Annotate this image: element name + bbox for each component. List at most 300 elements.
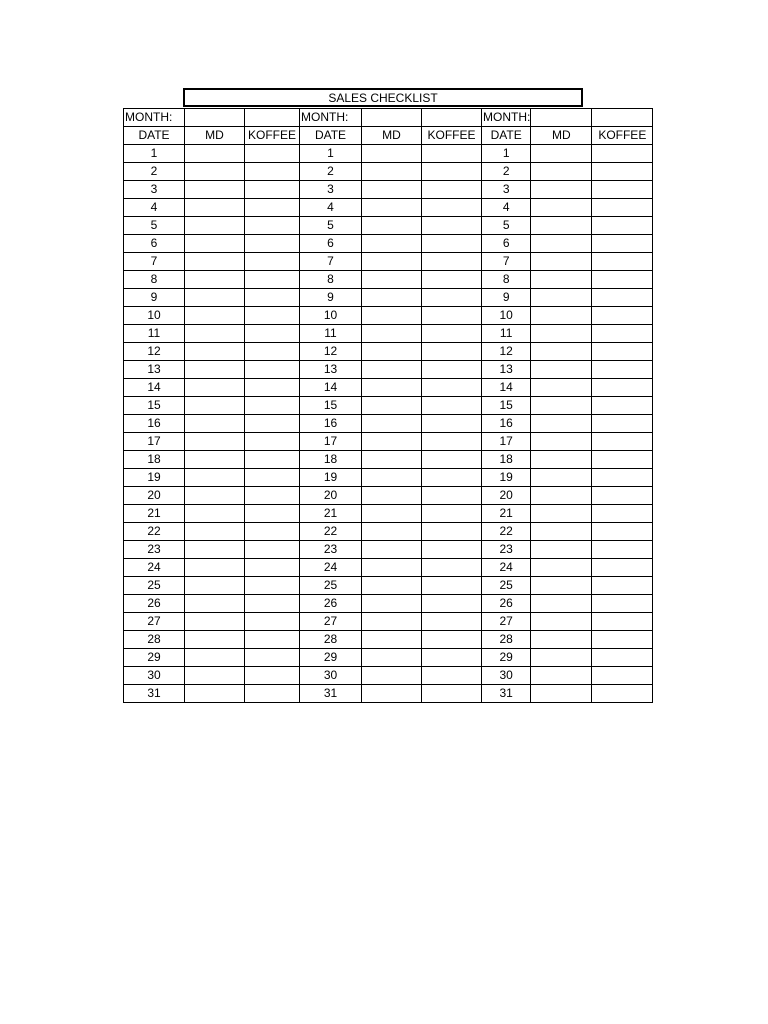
md-cell[interactable] <box>185 559 245 577</box>
date-cell: 31 <box>124 685 185 703</box>
koffee-cell[interactable] <box>592 469 653 487</box>
table-row <box>124 397 653 415</box>
koffee-cell[interactable] <box>245 685 300 703</box>
date-cell: 15 <box>124 397 185 415</box>
date-cell: 3 <box>300 181 362 199</box>
md-cell[interactable] <box>362 595 422 613</box>
md-cell[interactable] <box>185 397 245 415</box>
table-row <box>124 181 653 199</box>
koffee-cell[interactable] <box>422 433 482 451</box>
koffee-cell[interactable] <box>592 667 653 685</box>
md-cell[interactable] <box>362 343 422 361</box>
header-date: DATE <box>300 127 362 145</box>
md-cell[interactable] <box>185 577 245 595</box>
table-row <box>124 433 653 451</box>
header-md: MD <box>531 127 592 145</box>
table-row <box>124 199 653 217</box>
md-cell[interactable] <box>362 271 422 289</box>
table-row <box>124 559 653 577</box>
month-label-1: MONTH: <box>124 109 185 127</box>
koffee-cell[interactable] <box>422 361 482 379</box>
koffee-cell[interactable] <box>422 307 482 325</box>
date-cell: 22 <box>300 523 362 541</box>
koffee-cell[interactable] <box>245 163 300 181</box>
date-cell: 7 <box>300 253 362 271</box>
date-cell: 8 <box>300 271 362 289</box>
date-cell: 26 <box>300 595 362 613</box>
date-cell: 19 <box>300 469 362 487</box>
koffee-cell[interactable] <box>422 559 482 577</box>
date-cell: 14 <box>124 379 185 397</box>
koffee-cell[interactable] <box>422 667 482 685</box>
koffee-cell[interactable] <box>245 253 300 271</box>
koffee-cell[interactable] <box>592 487 653 505</box>
koffee-cell[interactable] <box>245 289 300 307</box>
date-cell: 15 <box>300 397 362 415</box>
date-cell: 4 <box>482 199 531 217</box>
table-row <box>124 271 653 289</box>
md-cell[interactable] <box>362 685 422 703</box>
date-cell: 14 <box>482 379 531 397</box>
md-cell[interactable] <box>185 415 245 433</box>
md-cell[interactable] <box>362 181 422 199</box>
koffee-cell[interactable] <box>245 343 300 361</box>
md-cell[interactable] <box>362 361 422 379</box>
koffee-cell[interactable] <box>422 685 482 703</box>
koffee-cell[interactable] <box>245 271 300 289</box>
md-cell[interactable] <box>531 163 592 181</box>
sheet-title: SALES CHECKLIST <box>183 88 583 107</box>
koffee-cell[interactable] <box>592 235 653 253</box>
md-cell[interactable] <box>531 289 592 307</box>
md-cell[interactable] <box>362 145 422 163</box>
md-cell[interactable] <box>531 397 592 415</box>
date-cell: 25 <box>124 577 185 595</box>
date-cell: 23 <box>300 541 362 559</box>
koffee-cell[interactable] <box>245 325 300 343</box>
date-cell: 20 <box>300 487 362 505</box>
md-cell[interactable] <box>185 145 245 163</box>
koffee-cell[interactable] <box>245 235 300 253</box>
date-cell: 7 <box>124 253 185 271</box>
date-cell: 5 <box>124 217 185 235</box>
koffee-cell[interactable] <box>245 415 300 433</box>
md-cell[interactable] <box>185 253 245 271</box>
md-cell[interactable] <box>185 613 245 631</box>
koffee-cell[interactable] <box>592 595 653 613</box>
koffee-cell[interactable] <box>592 271 653 289</box>
koffee-cell[interactable] <box>422 505 482 523</box>
month-cell-blank[interactable] <box>592 109 653 127</box>
header-md: MD <box>362 127 422 145</box>
date-cell: 27 <box>482 613 531 631</box>
koffee-cell[interactable] <box>245 577 300 595</box>
koffee-cell[interactable] <box>422 271 482 289</box>
koffee-cell[interactable] <box>245 487 300 505</box>
koffee-cell[interactable] <box>422 577 482 595</box>
koffee-cell[interactable] <box>422 379 482 397</box>
koffee-cell[interactable] <box>592 361 653 379</box>
date-cell: 15 <box>482 397 531 415</box>
md-cell[interactable] <box>531 433 592 451</box>
sales-checklist-table <box>123 108 653 703</box>
md-cell[interactable] <box>362 307 422 325</box>
koffee-cell[interactable] <box>592 325 653 343</box>
koffee-cell[interactable] <box>422 181 482 199</box>
koffee-cell[interactable] <box>422 451 482 469</box>
md-cell[interactable] <box>531 145 592 163</box>
md-cell[interactable] <box>362 199 422 217</box>
md-cell[interactable] <box>531 649 592 667</box>
md-cell[interactable] <box>185 307 245 325</box>
table-row <box>124 667 653 685</box>
koffee-cell[interactable] <box>245 595 300 613</box>
date-cell: 22 <box>482 523 531 541</box>
table-row <box>124 307 653 325</box>
koffee-cell[interactable] <box>422 649 482 667</box>
md-cell[interactable] <box>531 541 592 559</box>
md-cell[interactable] <box>531 559 592 577</box>
md-cell[interactable] <box>531 343 592 361</box>
md-cell[interactable] <box>531 487 592 505</box>
koffee-cell[interactable] <box>592 685 653 703</box>
md-cell[interactable] <box>185 289 245 307</box>
koffee-cell[interactable] <box>245 181 300 199</box>
koffee-cell[interactable] <box>592 559 653 577</box>
koffee-cell[interactable] <box>245 505 300 523</box>
koffee-cell[interactable] <box>245 145 300 163</box>
koffee-cell[interactable] <box>245 361 300 379</box>
date-cell: 26 <box>482 595 531 613</box>
md-cell[interactable] <box>185 667 245 685</box>
md-cell[interactable] <box>531 631 592 649</box>
date-cell: 23 <box>124 541 185 559</box>
koffee-cell[interactable] <box>592 505 653 523</box>
date-cell: 18 <box>124 451 185 469</box>
md-cell[interactable] <box>362 667 422 685</box>
md-cell[interactable] <box>185 235 245 253</box>
koffee-cell[interactable] <box>592 451 653 469</box>
date-cell: 12 <box>124 343 185 361</box>
md-cell[interactable] <box>531 253 592 271</box>
koffee-cell[interactable] <box>245 451 300 469</box>
koffee-cell[interactable] <box>422 631 482 649</box>
table-row <box>124 253 653 271</box>
koffee-cell[interactable] <box>245 379 300 397</box>
koffee-cell[interactable] <box>422 253 482 271</box>
header-row <box>124 127 653 145</box>
md-cell[interactable] <box>185 181 245 199</box>
koffee-cell[interactable] <box>422 487 482 505</box>
koffee-cell[interactable] <box>422 199 482 217</box>
koffee-cell[interactable] <box>245 523 300 541</box>
date-cell: 30 <box>300 667 362 685</box>
table-row <box>124 217 653 235</box>
koffee-cell[interactable] <box>422 523 482 541</box>
md-cell[interactable] <box>531 469 592 487</box>
date-cell: 5 <box>300 217 362 235</box>
date-cell: 29 <box>482 649 531 667</box>
md-cell[interactable] <box>531 451 592 469</box>
md-cell[interactable] <box>531 217 592 235</box>
koffee-cell[interactable] <box>592 433 653 451</box>
md-cell[interactable] <box>362 487 422 505</box>
md-cell[interactable] <box>185 541 245 559</box>
date-cell: 8 <box>124 271 185 289</box>
koffee-cell[interactable] <box>592 253 653 271</box>
md-cell[interactable] <box>185 451 245 469</box>
date-cell: 3 <box>482 181 531 199</box>
koffee-cell[interactable] <box>422 595 482 613</box>
md-cell[interactable] <box>531 199 592 217</box>
date-cell: 6 <box>300 235 362 253</box>
month-cell-blank[interactable] <box>245 109 300 127</box>
md-cell[interactable] <box>185 343 245 361</box>
koffee-cell[interactable] <box>592 649 653 667</box>
table-row <box>124 379 653 397</box>
date-cell: 11 <box>124 325 185 343</box>
md-cell[interactable] <box>531 685 592 703</box>
table-row <box>124 541 653 559</box>
date-cell: 6 <box>124 235 185 253</box>
md-cell[interactable] <box>531 307 592 325</box>
md-cell[interactable] <box>531 505 592 523</box>
table-row <box>124 613 653 631</box>
header-koffee: KOFFEE <box>245 127 300 145</box>
koffee-cell[interactable] <box>592 145 653 163</box>
md-cell[interactable] <box>185 271 245 289</box>
date-cell: 7 <box>482 253 531 271</box>
date-cell: 13 <box>300 361 362 379</box>
date-cell: 21 <box>124 505 185 523</box>
header-koffee: KOFFEE <box>592 127 653 145</box>
date-cell: 10 <box>300 307 362 325</box>
md-cell[interactable] <box>362 397 422 415</box>
date-cell: 11 <box>482 325 531 343</box>
date-cell: 16 <box>300 415 362 433</box>
koffee-cell[interactable] <box>245 541 300 559</box>
md-cell[interactable] <box>185 523 245 541</box>
table-row <box>124 649 653 667</box>
table-row <box>124 163 653 181</box>
koffee-cell[interactable] <box>592 613 653 631</box>
md-cell[interactable] <box>362 379 422 397</box>
md-cell[interactable] <box>531 325 592 343</box>
md-cell[interactable] <box>531 181 592 199</box>
md-cell[interactable] <box>185 487 245 505</box>
md-cell[interactable] <box>185 631 245 649</box>
md-cell[interactable] <box>531 577 592 595</box>
koffee-cell[interactable] <box>422 217 482 235</box>
month-cell-blank[interactable] <box>422 109 482 127</box>
date-cell: 29 <box>300 649 362 667</box>
month-input-2[interactable] <box>362 109 422 127</box>
date-cell: 2 <box>482 163 531 181</box>
date-cell: 18 <box>300 451 362 469</box>
md-cell[interactable] <box>531 595 592 613</box>
koffee-cell[interactable] <box>592 577 653 595</box>
date-cell: 11 <box>300 325 362 343</box>
table-row <box>124 685 653 703</box>
date-cell: 1 <box>482 145 531 163</box>
date-cell: 9 <box>482 289 531 307</box>
koffee-cell[interactable] <box>422 163 482 181</box>
date-cell: 24 <box>124 559 185 577</box>
koffee-cell[interactable] <box>422 145 482 163</box>
md-cell[interactable] <box>362 577 422 595</box>
md-cell[interactable] <box>362 469 422 487</box>
md-cell[interactable] <box>362 415 422 433</box>
md-cell[interactable] <box>531 271 592 289</box>
md-cell[interactable] <box>531 613 592 631</box>
table-row <box>124 289 653 307</box>
md-cell[interactable] <box>185 379 245 397</box>
header-date: DATE <box>482 127 531 145</box>
table-row <box>124 523 653 541</box>
md-cell[interactable] <box>362 613 422 631</box>
koffee-cell[interactable] <box>245 199 300 217</box>
koffee-cell[interactable] <box>592 523 653 541</box>
table-row <box>124 415 653 433</box>
md-cell[interactable] <box>185 595 245 613</box>
md-cell[interactable] <box>362 217 422 235</box>
koffee-cell[interactable] <box>245 613 300 631</box>
koffee-cell[interactable] <box>245 667 300 685</box>
koffee-cell[interactable] <box>592 163 653 181</box>
date-cell: 17 <box>124 433 185 451</box>
md-cell[interactable] <box>531 379 592 397</box>
koffee-cell[interactable] <box>245 559 300 577</box>
koffee-cell[interactable] <box>422 289 482 307</box>
date-cell: 22 <box>124 523 185 541</box>
month-row <box>124 109 653 127</box>
md-cell[interactable] <box>531 361 592 379</box>
md-cell[interactable] <box>531 415 592 433</box>
koffee-cell[interactable] <box>592 379 653 397</box>
date-cell: 25 <box>482 577 531 595</box>
md-cell[interactable] <box>185 325 245 343</box>
md-cell[interactable] <box>185 649 245 667</box>
koffee-cell[interactable] <box>245 217 300 235</box>
date-cell: 18 <box>482 451 531 469</box>
date-cell: 24 <box>482 559 531 577</box>
md-cell[interactable] <box>362 433 422 451</box>
md-cell[interactable] <box>185 361 245 379</box>
md-cell[interactable] <box>185 469 245 487</box>
md-cell[interactable] <box>362 505 422 523</box>
md-cell[interactable] <box>362 649 422 667</box>
koffee-cell[interactable] <box>422 235 482 253</box>
md-cell[interactable] <box>362 235 422 253</box>
date-cell: 21 <box>482 505 531 523</box>
date-cell: 28 <box>124 631 185 649</box>
date-cell: 12 <box>482 343 531 361</box>
md-cell[interactable] <box>185 433 245 451</box>
koffee-cell[interactable] <box>592 415 653 433</box>
koffee-cell[interactable] <box>592 631 653 649</box>
date-cell: 28 <box>482 631 531 649</box>
md-cell[interactable] <box>185 199 245 217</box>
md-cell[interactable] <box>362 541 422 559</box>
table-row <box>124 595 653 613</box>
date-cell: 10 <box>482 307 531 325</box>
md-cell[interactable] <box>362 163 422 181</box>
md-cell[interactable] <box>362 253 422 271</box>
koffee-cell[interactable] <box>592 181 653 199</box>
koffee-cell[interactable] <box>592 343 653 361</box>
koffee-cell[interactable] <box>422 469 482 487</box>
koffee-cell[interactable] <box>422 613 482 631</box>
koffee-cell[interactable] <box>592 289 653 307</box>
date-cell: 9 <box>300 289 362 307</box>
koffee-cell[interactable] <box>422 325 482 343</box>
table-row <box>124 361 653 379</box>
koffee-cell[interactable] <box>245 307 300 325</box>
table-row <box>124 469 653 487</box>
md-cell[interactable] <box>362 451 422 469</box>
month-input-1[interactable] <box>185 109 245 127</box>
md-cell[interactable] <box>362 523 422 541</box>
md-cell[interactable] <box>362 559 422 577</box>
koffee-cell[interactable] <box>422 415 482 433</box>
md-cell[interactable] <box>362 289 422 307</box>
table-row <box>124 451 653 469</box>
date-cell: 20 <box>124 487 185 505</box>
date-cell: 27 <box>300 613 362 631</box>
koffee-cell[interactable] <box>422 397 482 415</box>
koffee-cell[interactable] <box>245 469 300 487</box>
md-cell[interactable] <box>185 685 245 703</box>
date-cell: 23 <box>482 541 531 559</box>
md-cell[interactable] <box>362 325 422 343</box>
md-cell[interactable] <box>185 163 245 181</box>
date-cell: 19 <box>124 469 185 487</box>
md-cell[interactable] <box>185 505 245 523</box>
table-row <box>124 325 653 343</box>
koffee-cell[interactable] <box>592 217 653 235</box>
koffee-cell[interactable] <box>592 199 653 217</box>
month-label-2: MONTH: <box>300 109 362 127</box>
koffee-cell[interactable] <box>245 631 300 649</box>
md-cell[interactable] <box>185 217 245 235</box>
date-cell: 16 <box>124 415 185 433</box>
koffee-cell[interactable] <box>245 649 300 667</box>
date-cell: 16 <box>482 415 531 433</box>
koffee-cell[interactable] <box>592 541 653 559</box>
month-input-3[interactable] <box>531 109 592 127</box>
koffee-cell[interactable] <box>422 343 482 361</box>
date-cell: 12 <box>300 343 362 361</box>
koffee-cell[interactable] <box>422 541 482 559</box>
date-cell: 31 <box>300 685 362 703</box>
koffee-cell[interactable] <box>592 397 653 415</box>
koffee-cell[interactable] <box>592 307 653 325</box>
md-cell[interactable] <box>362 631 422 649</box>
date-cell: 3 <box>124 181 185 199</box>
table-row <box>124 577 653 595</box>
koffee-cell[interactable] <box>245 397 300 415</box>
date-cell: 31 <box>482 685 531 703</box>
date-cell: 17 <box>300 433 362 451</box>
md-cell[interactable] <box>531 235 592 253</box>
header-md: MD <box>185 127 245 145</box>
md-cell[interactable] <box>531 523 592 541</box>
month-label-3: MONTH: <box>482 109 531 127</box>
koffee-cell[interactable] <box>245 433 300 451</box>
date-cell: 30 <box>482 667 531 685</box>
date-cell: 14 <box>300 379 362 397</box>
md-cell[interactable] <box>531 667 592 685</box>
